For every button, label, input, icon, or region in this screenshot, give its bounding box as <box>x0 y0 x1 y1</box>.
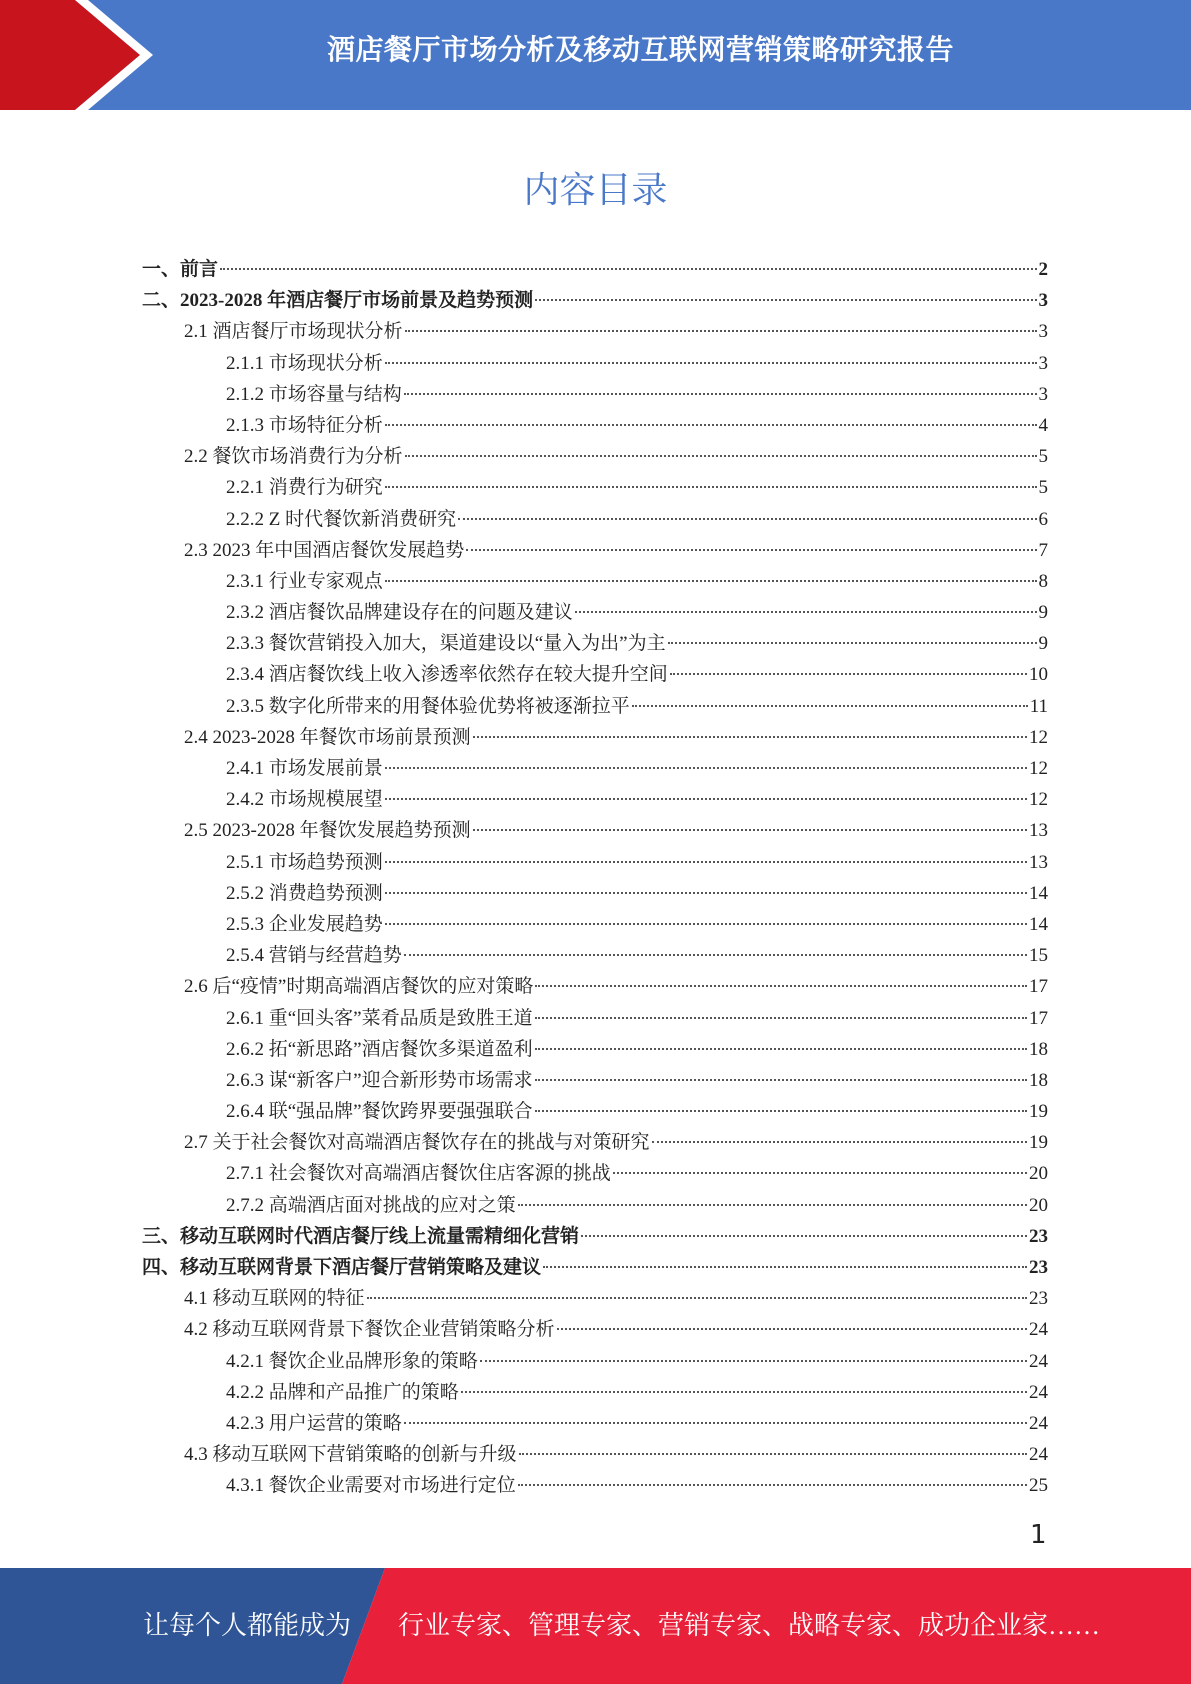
toc-entry-label: 2.5.1 市场趋势预测 <box>226 851 383 873</box>
toc-entry-page: 3 <box>1038 290 1048 312</box>
toc-dot-leader <box>385 892 1027 894</box>
toc-entry-page: 8 <box>1038 570 1048 592</box>
toc-entry-page: 17 <box>1029 976 1048 998</box>
toc-dot-leader <box>385 580 1037 582</box>
toc-entry-label: 2.6.4 联“强品牌”餐饮跨界要强强联合 <box>226 1101 533 1123</box>
toc-entry-label: 2.6 后“疫情”时期高端酒店餐饮的应对策略 <box>184 976 534 998</box>
toc-entry-label: 4.3 移动互联网下营销策略的创新与升级 <box>184 1444 517 1466</box>
toc-entry[interactable] <box>142 1034 1048 1065</box>
toc-entry-page: 3 <box>1038 383 1048 405</box>
toc-entry-page: 24 <box>1029 1381 1048 1403</box>
toc-entry-page: 24 <box>1029 1444 1048 1466</box>
toc-entry-label: 2.6.1 重“回头客”菜肴品质是致胜王道 <box>226 1007 533 1029</box>
toc-dot-leader <box>518 1484 1027 1486</box>
toc-entry[interactable] <box>142 815 1048 846</box>
toc-entry-page: 7 <box>1038 539 1048 561</box>
toc-entry[interactable] <box>142 878 1048 909</box>
toc-entry[interactable] <box>142 753 1048 784</box>
toc-dot-leader <box>543 1266 1027 1268</box>
toc-entry-label: 2.5 2023-2028 年餐饮发展趋势预测 <box>184 820 471 842</box>
toc-entry[interactable] <box>142 722 1048 753</box>
toc-entry-page: 18 <box>1029 1038 1048 1060</box>
toc-entry[interactable] <box>142 1439 1048 1470</box>
toc-entry[interactable] <box>142 940 1048 971</box>
toc-dot-leader <box>632 705 1028 707</box>
toc-entry-page: 24 <box>1029 1350 1048 1372</box>
toc-entry[interactable] <box>142 1096 1048 1127</box>
toc-entry-page: 19 <box>1029 1101 1048 1123</box>
toc-entry-label: 2.3.2 酒店餐饮品牌建设存在的问题及建议 <box>226 602 573 624</box>
toc-dot-leader <box>670 673 1027 675</box>
toc-entry[interactable] <box>142 1158 1048 1189</box>
toc-dot-leader <box>652 1141 1027 1143</box>
toc-entry[interactable] <box>142 285 1048 316</box>
toc-entry-label: 2.4 2023-2028 年餐饮市场前景预测 <box>184 726 471 748</box>
toc-dot-leader <box>461 1391 1027 1393</box>
toc-entry-page: 15 <box>1029 945 1048 967</box>
toc-entry-label: 2.5.4 营销与经营趋势 <box>226 945 402 967</box>
toc-dot-leader <box>385 424 1037 426</box>
toc-entry[interactable] <box>142 1283 1048 1314</box>
toc-entry[interactable] <box>142 597 1048 628</box>
report-title: 酒店餐厅市场分析及移动互联网营销策略研究报告 <box>326 33 954 66</box>
toc-entry[interactable] <box>142 504 1048 535</box>
toc-entry-label: 2.6.3 谋“新客户”迎合新形势市场需求 <box>226 1069 533 1091</box>
toc-entry[interactable] <box>142 784 1048 815</box>
toc-entry[interactable] <box>142 1221 1048 1252</box>
toc-entry-page: 5 <box>1038 446 1048 468</box>
toc-entry-label: 2.5.3 企业发展趋势 <box>226 913 383 935</box>
toc-dot-leader <box>518 1204 1027 1206</box>
toc-entry-label: 4.2.2 品牌和产品推广的策略 <box>226 1381 459 1403</box>
footer-slogan-left: 让每个人都能成为 <box>143 1611 352 1640</box>
toc-entry-page: 20 <box>1029 1163 1048 1185</box>
toc-entry-page: 17 <box>1029 1007 1048 1029</box>
toc-entry-page: 13 <box>1029 851 1048 873</box>
footer-slogan-right: 行业专家、管理专家、营销专家、战略专家、成功企业家…… <box>398 1611 1101 1640</box>
toc-dot-leader <box>404 954 1027 956</box>
toc-dot-leader <box>385 362 1037 364</box>
toc-entry-label: 2.2.1 消费行为研究 <box>226 477 383 499</box>
toc-entry[interactable] <box>142 379 1048 410</box>
toc-entry[interactable] <box>142 535 1048 566</box>
toc-entry-page: 12 <box>1029 789 1048 811</box>
toc-entry-label: 2.2.2 Z 时代餐饮新消费研究 <box>226 508 457 530</box>
toc-entry-page: 9 <box>1038 602 1048 624</box>
toc-dot-leader <box>581 1235 1027 1237</box>
toc-entry-label: 2.7.2 高端酒店面对挑战的应对之策 <box>226 1194 516 1216</box>
toc-entry-label: 2.7 关于社会餐饮对高端酒店餐饮存在的挑战与对策研究 <box>184 1132 650 1154</box>
toc-dot-leader <box>385 923 1027 925</box>
toc-entry[interactable] <box>142 316 1048 347</box>
toc-entry[interactable] <box>142 1127 1048 1158</box>
toc-entry-page: 19 <box>1029 1132 1048 1154</box>
toc-entry-page: 23 <box>1029 1225 1048 1247</box>
toc-dot-leader <box>535 985 1027 987</box>
toc-entry[interactable] <box>142 441 1048 472</box>
toc-entry[interactable] <box>142 1065 1048 1096</box>
toc-dot-leader <box>535 1079 1027 1081</box>
toc-entry-page: 11 <box>1029 695 1048 717</box>
toc-entry-label: 四、移动互联网背景下酒店餐厅营销策略及建议 <box>142 1257 542 1278</box>
toc-entry-label: 2.3.5 数字化所带来的用餐体验优势将被逐渐拉平 <box>226 695 630 717</box>
toc-entry-page: 24 <box>1029 1412 1048 1434</box>
toc-entry[interactable] <box>142 659 1048 690</box>
footer-banner <box>0 1568 1191 1684</box>
toc-dot-leader <box>404 393 1037 395</box>
toc-entry-page: 12 <box>1029 726 1048 748</box>
toc-entry[interactable] <box>142 1314 1048 1345</box>
toc-entry[interactable] <box>142 566 1048 597</box>
toc-entry-label: 2.3.1 行业专家观点 <box>226 570 383 592</box>
toc-entry-page: 4 <box>1038 414 1048 436</box>
toc-dot-leader <box>535 1048 1027 1050</box>
toc-entry[interactable] <box>142 1470 1048 1501</box>
toc-entry[interactable] <box>142 971 1048 1002</box>
toc-dot-leader <box>466 549 1036 551</box>
toc-dot-leader <box>535 299 1036 301</box>
toc-dot-leader <box>613 1172 1027 1174</box>
toc-dot-leader <box>668 642 1037 644</box>
toc-entry-label: 2.5.2 消费趋势预测 <box>226 882 383 904</box>
toc-entry-label: 4.1 移动互联网的特征 <box>184 1288 365 1310</box>
toc-entry-page: 5 <box>1038 477 1048 499</box>
toc-dot-leader <box>480 1360 1027 1362</box>
toc-entry[interactable] <box>142 1377 1048 1408</box>
toc-entry-label: 三、移动互联网时代酒店餐厅线上流量需精细化营销 <box>142 1225 580 1247</box>
toc-dot-leader <box>557 1328 1027 1330</box>
toc-entry[interactable] <box>142 1003 1048 1034</box>
toc-entry-label: 2.1 酒店餐厅市场现状分析 <box>184 321 403 343</box>
toc-entry-page: 6 <box>1038 508 1048 530</box>
toc-dot-leader <box>458 518 1036 520</box>
toc-entry[interactable] <box>142 628 1048 659</box>
toc-heading: 内容目录 <box>523 170 668 211</box>
toc-dot-leader <box>575 611 1037 613</box>
toc-entry-label: 2.6.2 拓“新思路”酒店餐饮多渠道盈利 <box>226 1038 533 1060</box>
toc-entry-page: 10 <box>1029 664 1048 686</box>
toc-entry[interactable] <box>142 1190 1048 1221</box>
toc-dot-leader <box>385 767 1027 769</box>
toc-entry-page: 14 <box>1029 882 1048 904</box>
toc-entry-page: 18 <box>1029 1069 1048 1091</box>
toc-entry-label: 2.1.3 市场特征分析 <box>226 414 383 436</box>
toc-entry[interactable] <box>142 1346 1048 1377</box>
toc-entry-label: 4.3.1 餐饮企业需要对市场进行定位 <box>226 1475 516 1497</box>
toc-dot-leader <box>385 861 1027 863</box>
toc-entry-page: 2 <box>1038 259 1048 280</box>
toc-dot-leader <box>404 1422 1027 1424</box>
toc-dot-leader <box>405 330 1037 332</box>
toc-entry[interactable] <box>142 691 1048 722</box>
toc-entry-label: 2.3.4 酒店餐饮线上收入渗透率依然存在较大提升空间 <box>226 664 668 686</box>
toc-dot-leader <box>385 486 1037 488</box>
toc-entry-page: 20 <box>1029 1194 1048 1216</box>
toc-entry-page: 3 <box>1038 321 1048 343</box>
toc-entry-page: 25 <box>1029 1475 1048 1497</box>
header-banner <box>0 0 1191 110</box>
toc-entry-label: 4.2.1 餐饮企业品牌形象的策略 <box>226 1350 478 1372</box>
toc-dot-leader <box>473 829 1027 831</box>
toc-entry-label: 2.1.1 市场现状分析 <box>226 352 383 374</box>
toc-entry[interactable] <box>142 348 1048 379</box>
toc-entry[interactable] <box>142 1408 1048 1439</box>
toc-entry-label: 2.4.2 市场规模展望 <box>226 789 383 811</box>
toc-entry-page: 12 <box>1029 758 1048 779</box>
toc-entry-label: 2.3 2023 年中国酒店餐饮发展趋势 <box>184 539 465 561</box>
toc-entry[interactable] <box>142 410 1048 441</box>
toc-entry-page: 3 <box>1038 352 1048 374</box>
toc-entry-label: 4.2 移动互联网背景下餐饮企业营销策略分析 <box>184 1319 555 1341</box>
toc-entry[interactable] <box>142 847 1048 878</box>
toc-entry-page: 23 <box>1029 1257 1048 1278</box>
toc-dot-leader <box>220 268 1036 270</box>
toc-entry[interactable] <box>142 254 1048 285</box>
toc-entry-label: 2.7.1 社会餐饮对高端酒店餐饮住店客源的挑战 <box>226 1163 611 1185</box>
table-of-contents <box>142 254 1048 1502</box>
toc-entry[interactable] <box>142 1252 1048 1283</box>
toc-dot-leader <box>535 1110 1027 1112</box>
toc-dot-leader <box>367 1297 1027 1299</box>
toc-entry[interactable] <box>142 472 1048 503</box>
toc-entry-label: 二、2023-2028 年酒店餐厅市场前景及趋势预测 <box>142 290 534 312</box>
toc-entry-page: 24 <box>1029 1319 1048 1341</box>
toc-entry-page: 14 <box>1029 913 1048 935</box>
page-number: 1 <box>1030 1520 1047 1550</box>
toc-entry-label: 2.4.1 市场发展前景 <box>226 758 383 779</box>
toc-entry-page: 9 <box>1038 633 1048 655</box>
toc-entry[interactable] <box>142 909 1048 940</box>
toc-entry-page: 23 <box>1029 1288 1048 1310</box>
toc-dot-leader <box>385 798 1027 800</box>
toc-dot-leader <box>519 1453 1027 1455</box>
toc-dot-leader <box>535 1017 1027 1019</box>
toc-entry-label: 4.2.3 用户运营的策略 <box>226 1412 402 1434</box>
toc-entry-label: 2.2 餐饮市场消费行为分析 <box>184 446 403 468</box>
toc-entry-page: 13 <box>1029 820 1048 842</box>
toc-entry-label: 一、前言 <box>142 259 219 280</box>
toc-dot-leader <box>473 736 1027 738</box>
toc-entry-label: 2.1.2 市场容量与结构 <box>226 383 402 405</box>
toc-dot-leader <box>405 455 1037 457</box>
toc-entry-label: 2.3.3 餐饮营销投入加大，渠道建设以“量入为出”为主 <box>226 633 666 655</box>
